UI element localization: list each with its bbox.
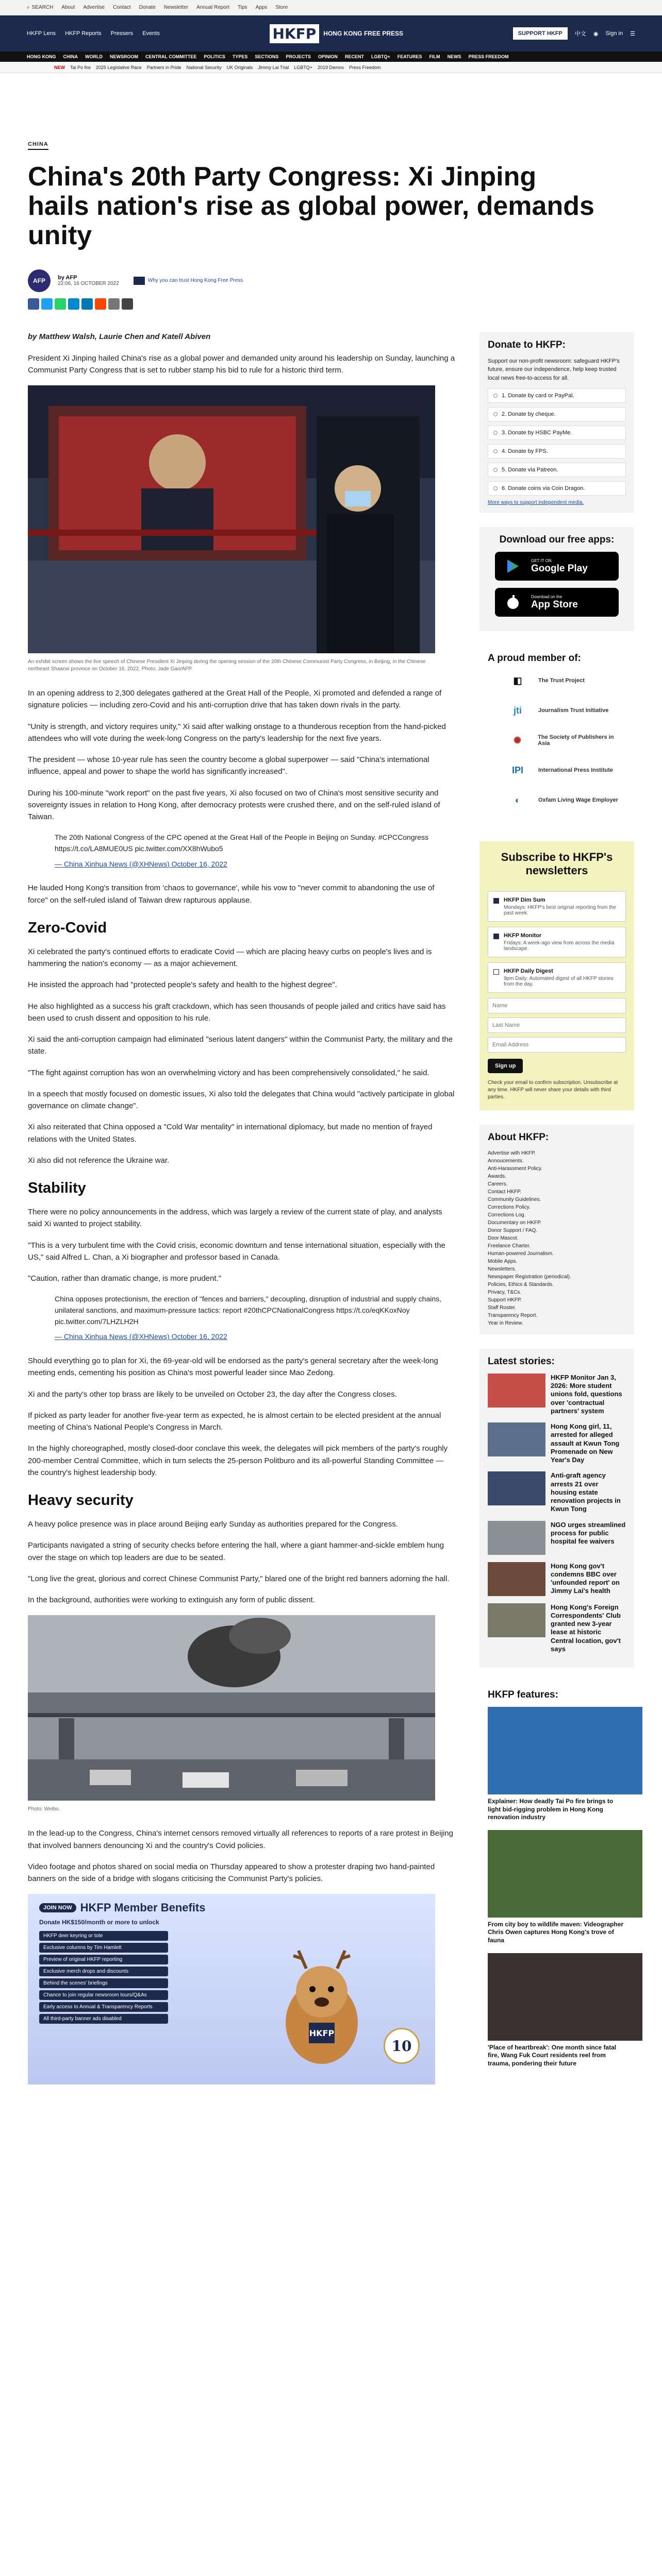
newsletter-name: HKFP Daily Digest <box>504 968 553 974</box>
article-title: China's 20th Party Congress: Xi Jinping hails nation's rise as global power, demands unity <box>28 162 594 251</box>
story-item[interactable] <box>488 1562 626 1596</box>
signin-link[interactable]: Sign in <box>605 30 623 37</box>
about-link[interactable]: Contact HKFP. <box>488 1189 522 1195</box>
embedded-tweet[interactable] <box>46 832 456 870</box>
page-container <box>28 73 634 2097</box>
about-link[interactable]: Corrections Policy. <box>488 1204 531 1210</box>
donate-option-label: 5. Donate via Patreon. <box>502 467 558 473</box>
newsletter-note: Check your email to confirm subscription. Unsubscribe at any time. HKFP will never share your details with third parties. <box>488 1079 618 1100</box>
banner-header <box>39 1901 206 1914</box>
photo-caption: An exhibit screen shows the live speech of Chinese President Xi Jinping during the opening session of the 20th Chinese Communist Party Congress, in Beijing, in the Chinese northeast Shaanxi province on October 16, 2022. Photo: Jade Gao/AFP. <box>28 659 426 672</box>
donate-option[interactable] <box>488 463 626 477</box>
nav-item[interactable]: LGBTQ+ <box>371 54 390 59</box>
donate-option-label: 1. Donate by card or PayPal. <box>502 393 574 399</box>
paragraph: "This is a very turbulent time with the Covid crisis, economic downturn and tense international situation, especially with the US," said Alfred L. Chan, a Xi biographer and professor based in Canada. <box>28 1241 445 1262</box>
article-body <box>28 332 456 2098</box>
topbar-link-apps[interactable]: Apps <box>255 5 268 10</box>
trending-item[interactable]: Press Freedom <box>349 64 381 70</box>
newsletter-box <box>479 841 634 1110</box>
nav-item[interactable]: PRESS FREEDOM <box>468 54 509 59</box>
features-box <box>479 1682 634 2083</box>
features-title: HKFP features: <box>488 1689 558 1701</box>
paragraph: There were no policy announcements in the address, which was largely a review of the current state of play, and analysts said Xi wanted to project stability. <box>28 1208 442 1229</box>
app-store-small: Download on the <box>531 594 562 599</box>
trending-bar <box>0 62 662 73</box>
feature-item[interactable] <box>488 1953 626 2068</box>
hkfp-badge-icon <box>134 277 145 285</box>
join-now-badge[interactable]: JOIN NOW <box>39 1903 76 1912</box>
trending-item[interactable]: Partners in Pride <box>146 64 181 70</box>
paragraph: Xi also reiterated that China opposed a "Cold War mentality" in international diplomacy, but made no mention of frayed relations with the United States. <box>28 1123 433 1144</box>
google-play-icon <box>505 558 521 574</box>
latest-stories-box <box>479 1349 634 1668</box>
paragraph: "Caution, rather than dramatic change, is more prudent." <box>28 1274 222 1283</box>
search-label: SEARCH <box>31 5 54 10</box>
donate-option-label: 2. Donate by cheque. <box>502 411 556 418</box>
benefit-item: Behind the scenes' briefings <box>39 1978 168 1988</box>
article-category[interactable]: CHINA <box>28 141 48 150</box>
about-link[interactable]: Documentary on HKFP. <box>488 1219 542 1226</box>
feature-title: From city boy to wildlife maven: Videographer Chris Owen captures Hong Kong's trove of fauna <box>488 1920 624 1944</box>
trending-item[interactable]: 2025 Legislative Race <box>96 64 142 70</box>
benefit-list <box>39 1931 168 2026</box>
story-item[interactable] <box>488 1374 626 1415</box>
story-thumbnail <box>488 1562 545 1596</box>
linkedin-icon[interactable] <box>81 298 93 310</box>
about-link[interactable]: Awards. <box>488 1173 506 1179</box>
story-title: Hong Kong gov't condemns BBC over 'unfounded report' on Jimmy Lai's health <box>551 1562 620 1595</box>
paragraph: In the lead-up to the Congress, China's internet censors removed virtually all references to reports of a rare protest in Beijing that involved banners denouncing Xi and the country's Covid policies. <box>28 1829 453 1850</box>
radio-icon <box>493 412 498 416</box>
byline-agency: by AFP <box>58 275 77 281</box>
masthead-link-reports[interactable]: HKFP Reports <box>65 30 102 37</box>
paragraph: "Unity is strength, and victory requires unity," Xi said after walking onstage to a thunderous reception from the hand-picked attendees who will vote during the week-long Congress on the party's leadership for the next five years. <box>28 722 446 743</box>
search-icon: ⌕ <box>27 5 30 10</box>
section-heading: Stability <box>28 1180 86 1197</box>
paragraph: Should everything go to plan for Xi, the 69-year-old will be endorsed as the party's general secretary after the week-long meeting ends, cementing his position as China's most powerful leader since Mao Zedong. <box>28 1357 438 1378</box>
topbar-link-store[interactable]: Store <box>275 5 288 10</box>
feature-image <box>488 1707 642 1794</box>
section-heading: Zero-Covid <box>28 919 107 936</box>
radio-icon <box>493 449 498 453</box>
radio-icon <box>493 431 498 435</box>
paragraph: "The fight against corruption has won an overwhelming victory and has been comprehensively consolidated," he said. <box>28 1068 429 1077</box>
member-org-name: The Society of Publishers in Asia <box>538 734 614 747</box>
feature-title: 'Place of heartbreak': One month since fatal fire, Wang Fuk Court residents reel from trauma, pondering their future <box>488 2043 617 2067</box>
member-org[interactable] <box>488 730 626 751</box>
oxfam-icon: ◐ <box>515 794 521 805</box>
nav-item[interactable]: FILM <box>429 54 440 59</box>
radio-icon <box>493 394 498 398</box>
benefit-item: Chance to join regular newsroom tours/Q&As <box>39 1990 168 2000</box>
masthead <box>0 15 662 52</box>
name-input[interactable] <box>488 998 626 1013</box>
more-ways-link[interactable]: More ways to support independent media. <box>488 500 584 506</box>
paragraph: In a speech that mostly focused on domestic issues, Xi also told the delegates that China would "actively participate in global governance on climate change". <box>28 1089 455 1111</box>
feature-item[interactable] <box>488 1830 626 1945</box>
story-title: HKFP Monitor Jan 3, 2026: More student unions fold, questions over 'contractual partners' system <box>551 1373 622 1415</box>
story-thumbnail <box>488 1471 545 1505</box>
story-title: NGO urges streamlined process for public hospital fee waivers <box>551 1520 626 1546</box>
trending-item[interactable]: UK Originals <box>226 64 253 70</box>
member-box <box>479 646 634 827</box>
about-link[interactable]: Door Mascot. <box>488 1235 519 1241</box>
benefit-item: Early access to Annual & Transparency Reports <box>39 2002 168 2012</box>
nav-item[interactable]: POLITICS <box>204 54 225 59</box>
top-utility-bar <box>0 0 662 15</box>
newsletter-desc: Fridays: A week-ago view from across the media landscape. <box>504 940 615 952</box>
member-org[interactable] <box>488 790 626 810</box>
newsletter-option[interactable] <box>488 891 626 922</box>
content-layout <box>28 332 634 2098</box>
masthead-link-pressers[interactable]: Pressers <box>110 30 134 37</box>
paragraph: He also highlighted as a success his graft crackdown, which has seen thousands of people jailed and critics have said has been used to crush dissent and opposition to his rule. <box>28 1002 446 1023</box>
nav-item[interactable]: CENTRAL COMMITTEE <box>145 54 197 59</box>
nav-item[interactable]: NEWSROOM <box>110 54 139 59</box>
logo-mark: HKFP <box>270 24 320 43</box>
about-link[interactable]: Newspaper Registration (periodical). <box>488 1274 571 1280</box>
topbar-link-annual-report[interactable]: Annual Report <box>196 5 230 10</box>
masthead-link-lens[interactable]: HKFP Lens <box>27 30 56 37</box>
newsletter-option[interactable] <box>488 962 626 993</box>
paragraph: Xi and the party's other top brass are likely to be unveiled on October 23, the day after the Congress closes. <box>28 1389 397 1399</box>
about-link[interactable]: Transparency Report. <box>488 1312 538 1318</box>
app-store-big: App Store <box>531 599 578 610</box>
photo-caption: Photo: Weibo. <box>28 1806 60 1812</box>
story-item[interactable] <box>488 1471 626 1513</box>
lead-photo <box>28 385 435 653</box>
nav-item[interactable]: SECTIONS <box>255 54 279 59</box>
about-title: About HKFP: <box>488 1131 549 1143</box>
story-title: Anti-graft agency arrests 21 over housing estate renovation projects in Kwun Tong <box>551 1471 621 1513</box>
protest-photo-image <box>28 1615 435 1801</box>
about-link[interactable]: Anti-Harassment Policy. <box>488 1165 542 1172</box>
paragraph: Participants navigated a string of security checks before entering the hall, where a giant hammer-and-sickle emblem hung over the stage on which top leaders are due to be seated. <box>28 1541 444 1562</box>
latest-title: Latest stories: <box>488 1355 555 1367</box>
nav-item[interactable]: TYPES <box>232 54 248 59</box>
trending-item[interactable]: LGBTQ+ <box>294 64 312 70</box>
radio-icon <box>493 486 498 490</box>
trust-link[interactable] <box>134 277 243 285</box>
last-name-input[interactable] <box>488 1018 626 1033</box>
feature-image <box>488 1953 642 2041</box>
radio-icon <box>493 468 498 472</box>
donate-option[interactable] <box>488 426 626 440</box>
support-button[interactable]: SUPPORT HKFP <box>513 27 568 40</box>
trending-item[interactable]: 2019 Demos <box>317 64 344 70</box>
agency-name[interactable]: AFP <box>65 275 77 281</box>
newsletter-name: HKFP Dim Sum <box>504 896 545 903</box>
story-title: Hong Kong's Foreign Correspondents' Club granted new 3-year lease at historic Central location, gov't says <box>551 1603 621 1653</box>
twitter-icon[interactable] <box>41 298 53 310</box>
donate-option-label: 6. Donate coins via Coin Dragon. <box>502 485 585 492</box>
lead-photo-image <box>28 385 435 653</box>
benefit-item: HKFP deer keyring or tote <box>39 1931 168 1941</box>
story-item[interactable] <box>488 1603 626 1654</box>
story-thumbnail <box>488 1374 545 1408</box>
tenth-anniversary-badge: 10 <box>384 2028 420 2064</box>
apps-title: Download our free apps: <box>499 534 615 546</box>
newsletter-desc: 9pm Daily: Automated digest of all HKFP stories from the day. <box>504 975 614 987</box>
apple-icon <box>505 595 521 610</box>
topbar-link-tips[interactable]: Tips <box>238 5 247 10</box>
article-byline <box>28 269 634 292</box>
donate-text: Support our non-profit newsroom: safeguard HKFP's future, ensure our independence, help keep trusted local news free-to-access for all. <box>488 358 620 381</box>
donate-option[interactable] <box>488 407 626 421</box>
tweet-source[interactable]: — China Xinhua News (@XHNews) October 16, 2022 <box>55 1332 227 1341</box>
story-item[interactable] <box>488 1521 626 1555</box>
masthead-left-links <box>27 30 160 37</box>
member-org[interactable] <box>488 760 626 781</box>
about-link[interactable]: Freelance Charter. <box>488 1243 531 1249</box>
trending-item[interactable]: Tai Po fire <box>70 64 91 70</box>
benefit-item: Preview of original HKFP reporting <box>39 1955 168 1964</box>
menu-icon[interactable]: ☰ <box>630 30 635 37</box>
telegram-icon[interactable] <box>68 298 79 310</box>
story-thumbnail <box>488 1422 545 1456</box>
google-play-big: Google Play <box>531 563 588 574</box>
newsletter-name: HKFP Monitor <box>504 932 542 939</box>
user-icon[interactable]: ◉ <box>593 30 599 37</box>
google-play-small: GET IT ON <box>531 558 552 563</box>
about-link[interactable]: Corrections Log. <box>488 1212 526 1218</box>
facebook-icon[interactable] <box>28 298 39 310</box>
topbar-link-donate[interactable]: Donate <box>139 5 156 10</box>
story-thumbnail <box>488 1603 545 1637</box>
language-link[interactable]: 中文 <box>574 31 586 37</box>
member-org-name: Oxfam Living Wage Employer <box>538 797 618 804</box>
checkbox-icon[interactable] <box>493 898 499 904</box>
paragraph: He insisted the approach had "protected people's safety and health to the highest degree". <box>28 980 337 990</box>
donate-option[interactable] <box>488 481 626 496</box>
donate-option-label: 4. Donate by FPS. <box>502 448 548 455</box>
nav-item[interactable]: WORLD <box>85 54 103 59</box>
member-org-name: Journalism Trust Initiative <box>538 707 609 714</box>
checkbox-icon[interactable] <box>493 969 499 975</box>
member-org[interactable] <box>488 670 626 691</box>
publish-date: 22:06, 16 OCTOBER 2022 <box>58 281 119 287</box>
nav-item[interactable]: CHINA <box>63 54 78 59</box>
paragraph: In the highly choreographed, mostly closed-door conclave this week, the delegates will pick members of the party's roughly 200-member Central Committee, which in turn selects the 25-person Politburo and its all-powerful Standing Committee — the country's highest leadership body. <box>28 1444 448 1477</box>
sidebar <box>479 332 634 2098</box>
logo-text: HONG KONG FREE PRESS <box>323 29 403 37</box>
about-link[interactable]: Newsletters. <box>488 1266 517 1272</box>
ipi-icon: IPI <box>511 765 523 775</box>
trust-link-label: Why you can trust Hong Kong Free Press <box>147 278 243 284</box>
app-store-button[interactable] <box>495 588 619 617</box>
deer-mascot-icon <box>270 1945 373 2074</box>
masthead-right <box>513 27 635 40</box>
banner-title: HKFP Member Benefits <box>80 1901 206 1914</box>
about-link[interactable]: Mobile Apps. <box>488 1258 518 1264</box>
feature-title: Explainer: How deadly Tai Po fire brings to light bid-rigging problem in Hong Kong renovation industry <box>488 1798 614 1821</box>
author-avatar[interactable]: AFP <box>28 269 51 292</box>
protest-photo <box>28 1615 435 1801</box>
about-link[interactable]: Annoucements. <box>488 1158 524 1164</box>
share-buttons <box>28 298 634 310</box>
main-nav <box>0 52 662 62</box>
benefit-item: Exclusive merch drops and discounts <box>39 1967 168 1976</box>
newsletter-title: Subscribe to HKFP's newsletters <box>501 851 613 877</box>
about-link[interactable]: Advertise with HKFP. <box>488 1150 536 1156</box>
story-thumbnail <box>488 1521 545 1555</box>
about-link[interactable]: Year in Review. <box>488 1320 523 1326</box>
trending-item[interactable]: Jimmy Lai Trial <box>258 64 289 70</box>
print-icon[interactable] <box>122 298 133 310</box>
about-link[interactable]: Policies, Ethics & Standards. <box>488 1281 554 1287</box>
newsletter-option[interactable] <box>488 927 626 957</box>
paragraph: President Xi Jinping hailed China's rise as a global power and demanded unity around his leadership on Sunday, launching a Communist Party Congress that is set to rubber stamp his bid to rule for a historic third term. <box>28 353 455 375</box>
story-item[interactable] <box>488 1422 626 1464</box>
email-input[interactable] <box>488 1037 626 1053</box>
search-button[interactable] <box>27 5 53 10</box>
story-title: Hong Kong girl, 11, arrested for alleged assault at Kwun Tong Promenade on New Year's Day <box>551 1422 620 1464</box>
paragraph: "Long live the great, glorious and correct Chinese Communist Party," blared one of the bright red banners adorning the hall. <box>28 1574 450 1583</box>
donate-option-label: 3. Donate by HSBC PayMe. <box>502 430 572 436</box>
about-link[interactable]: Donor Support / FAQ. <box>488 1227 538 1233</box>
site-logo[interactable] <box>270 24 403 43</box>
section-heading: Heavy security <box>28 1492 134 1509</box>
member-benefits-banner[interactable] <box>28 1894 435 2084</box>
masthead-link-events[interactable]: Events <box>142 30 160 37</box>
reddit-icon[interactable] <box>95 298 106 310</box>
deer-shirt-logo: HKFP <box>309 2028 335 2039</box>
donate-option[interactable] <box>488 388 626 403</box>
benefit-item: All third-party banner ads disabled <box>39 2014 168 2024</box>
checkbox-icon[interactable] <box>493 934 499 939</box>
paragraph: Video footage and photos shared on social media on Thursday appeared to show a protester draping two hand-painted banners on the side of a bridge with slogans criticising the Communist Party's policies. <box>28 1862 435 1884</box>
jti-icon: jti <box>514 705 522 716</box>
paragraph: If picked as party leader for another five-year term as expected, he is almost certain to be elected president at the annual meeting of China's National People's Congress in March. <box>28 1411 441 1432</box>
about-link[interactable]: Careers. <box>488 1181 508 1187</box>
paragraph: The president — whose 10-year rule has seen the country become a global superpower — said "China's international influence, appeal and power to shape the world has significantly increased". <box>28 755 429 776</box>
paragraph: In the background, authorities were working to extinguish any form of public dissent. <box>28 1596 315 1605</box>
nav-item[interactable]: FEATURES <box>397 54 422 59</box>
nav-item[interactable]: OPINION <box>318 54 338 59</box>
banner-subtitle: Donate HK$150/month or more to unlock <box>39 1919 159 1926</box>
about-link[interactable]: Human-powered Journalism. <box>488 1250 554 1257</box>
donate-option[interactable] <box>488 444 626 459</box>
member-org[interactable] <box>488 700 626 721</box>
paragraph: He lauded Hong Kong's transition from 'chaos to governance', while his vow to "never commit to abandoning the use of force" on the self-ruled island of Taiwan drew rapturous applause. <box>28 884 435 905</box>
nav-item[interactable]: NEWS <box>447 54 461 59</box>
feature-item[interactable] <box>488 1707 626 1822</box>
article-authors: by Matthew Walsh, Laurie Chen and Katell Abiven <box>28 332 211 341</box>
about-link[interactable]: Support HKFP. <box>488 1297 522 1303</box>
about-link[interactable]: Community Guidelines. <box>488 1196 541 1202</box>
donate-box <box>479 332 634 513</box>
member-org-name: The Trust Project <box>538 677 585 684</box>
apps-box <box>479 527 634 631</box>
benefit-item: Exclusive columns by Tim Hamlett <box>39 1943 168 1953</box>
trending-new-badge: NEW <box>54 64 65 70</box>
nav-item[interactable]: PROJECTS <box>286 54 311 59</box>
newsletter-desc: Mondays: HKFP's best original reporting from the past week. <box>504 904 617 916</box>
trending-item[interactable]: National Security <box>186 64 222 70</box>
tweet-text: The 20th National Congress of the CPC opened at the Great Hall of the People in Beijing on Sunday. #CPCCongress https://t.co/LA8MUE0US pic.twitter.com/XX8hWubo5 <box>55 833 429 853</box>
paragraph: Xi said the anti-corruption campaign had eliminated "serious latent dangers" within the Communist Party, the military and the state. <box>28 1035 453 1056</box>
topbar-link-about[interactable]: About <box>61 5 75 10</box>
paragraph: A heavy police presence was in place around Beijing early Sunday as authorities prepared for the Congress. <box>28 1520 398 1529</box>
tweet-text: China opposes protectionism, the erection of "fences and barriers," decoupling, disruption of industrial and supply chains, unilateral sanctions, and maximum-pressure tactics: report #20thCPCNationalCongress https://t.co/eqKKoxNoy pic.twitter.com/7LHZLH2H <box>55 1295 442 1326</box>
topbar-link-contact[interactable]: Contact <box>113 5 131 10</box>
nav-item[interactable]: RECENT <box>344 54 364 59</box>
paragraph: Xi also did not reference the Ukraine war. <box>28 1156 170 1165</box>
whatsapp-icon[interactable] <box>55 298 66 310</box>
about-link[interactable]: Privacy, T&Cs. <box>488 1289 522 1295</box>
sopa-icon: ✺ <box>514 735 522 745</box>
google-play-button[interactable] <box>495 552 619 581</box>
signup-button[interactable]: Sign up <box>488 1059 523 1073</box>
member-org-name: International Press Institute <box>538 767 613 774</box>
member-title: A proud member of: <box>488 653 581 664</box>
topbar-link-advertise[interactable]: Advertise <box>83 5 105 10</box>
donate-title: Donate to HKFP: <box>488 339 566 350</box>
embedded-tweet[interactable] <box>46 1294 456 1343</box>
trust-project-icon: ◧ <box>513 675 522 686</box>
email-icon[interactable] <box>108 298 120 310</box>
nav-item[interactable]: HONG KONG <box>27 54 56 59</box>
paragraph: Xi celebrated the party's continued efforts to eradicate Covid — which are placing heavy curbs on people's lives and is hammering the nation's economy — as a major achievement. <box>28 947 432 969</box>
tweet-source[interactable]: — China Xinhua News (@XHNews) October 16, 2022 <box>55 859 227 868</box>
about-box <box>479 1125 634 1334</box>
paragraph: In an opening address to 2,300 delegates gathered at the Great Hall of the People, Xi promoted and defended a range of signature policies — including zero-Covid and his anti-corruption drive that has taken down rivals in the party. <box>28 689 442 710</box>
topbar-link-newsletter[interactable]: Newsletter <box>163 5 189 10</box>
about-link[interactable]: Staff Roster. <box>488 1304 516 1311</box>
about-list <box>488 1149 626 1327</box>
paragraph: During his 100-minute "work report" on the past five years, Xi also focused on two of China's most sensitive security and sovereignty issues in relation to Hong Kong, after democracy protests were crushed there, and on the self-ruled island of Taiwan. <box>28 788 440 822</box>
feature-image <box>488 1830 642 1918</box>
